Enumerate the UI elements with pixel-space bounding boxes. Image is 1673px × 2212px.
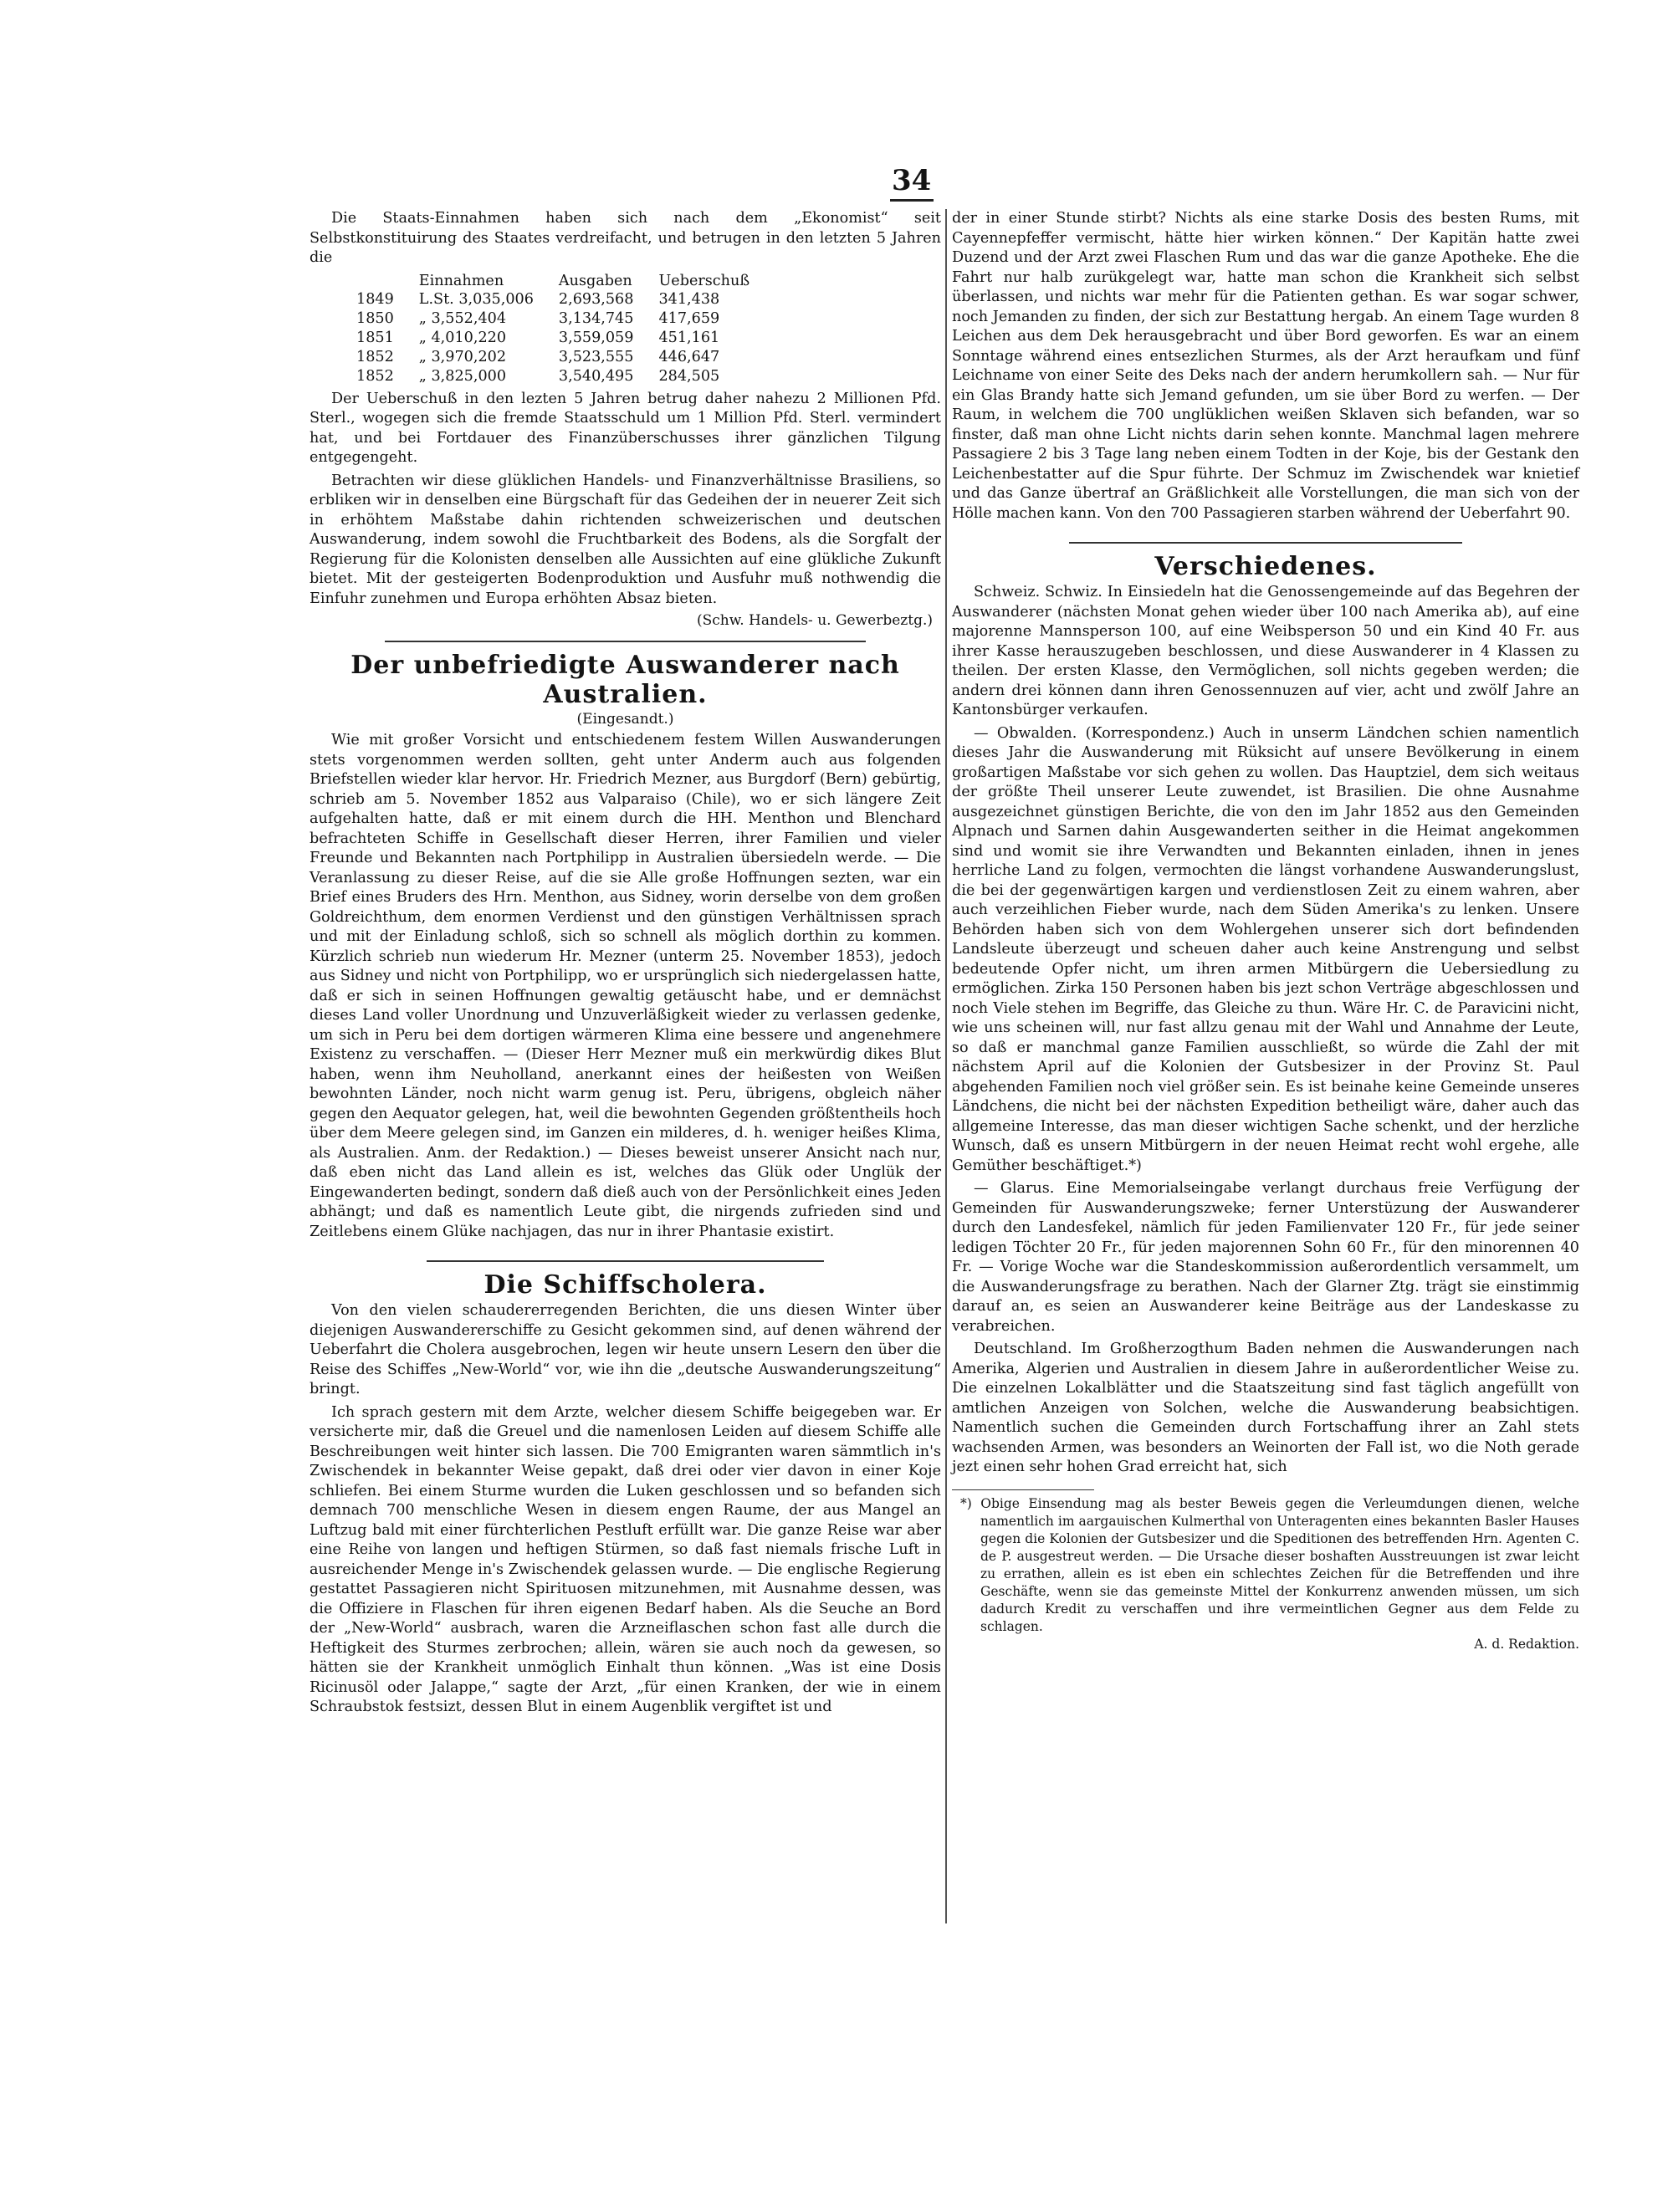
- article-heading: Der unbefriedigte Auswanderer nach Australien.: [350, 651, 900, 709]
- surplus-cell: 451,161: [658, 329, 720, 346]
- surplus-cell: 341,438: [658, 290, 720, 308]
- brazil-paragraph: Betrachten wir diese glüklichen Handels- und Finanzverhältnisse Brasiliens, so erbliken wir in denselben eine Bürgschaft für das Gedeihen der in neuerer Zeit sich in erhöhtem Maßstabe dahin richtenden schweizerischen und deutschen Auswanderung, indem sowohl die Fruchtbarkeit des Bodens, als die Sorgfalt der Regierung für die Kolonisten denselben alle Aussichten auf eine glükliche Zukunft bietet. Mit der gesteigerten Bodenproduktion und Ausfuhr muß nothwendig die Einfuhr zunehmen und Europa erhöhten Absaz bieten.: [310, 472, 941, 607]
- income-cell: „ 4,010,220: [418, 329, 507, 346]
- table-header: Ueberschuß: [658, 272, 750, 289]
- expense-cell: 3,523,555: [558, 348, 634, 365]
- news-item-obwalden: — Obwalden. (Korrespondenz.) Auch in unserm Ländchen schien namentlich dieses Jahr die Auswanderung mit Rüksicht auf unsere Bevölkerung in einem großartigen Maßstabe vor sich gehen zu wollen. Das Hauptziel, dem sich weitaus der größte Theil unserer Leute zuwendet, ist Brasilien. Die ohne Ausnahme ausgezeichnet günstigen Berichte, die von den im Jahr 1852 aus den Gemeinden Alpnach und Sarnen dahin Ausgewanderten seither in die Heimat angekommen sind und womit sie ihre Verwandten und Bekannten einladen, ihnen in jenes herrliche Land zu folgen, vermochten die längst vorhandene Auswanderungslust, die bei der gegenwärtigen kargen und verdienstlosen Zeit zu einem wahren, aber auch verzeihlichen Fieber wurde, nach dem Süden Amerika's zu lenken. Unsere Behörden haben sich von dem Wohlergehen unserer sich dort befindenden Landsleute überzeugt und scheuen daher auch keine Anstrengung und selbst bedeutende Opfer nicht, um ihren armen Mitbürgern die Uebersiedlung zu ermöglichen. Zirka 150 Personen haben bis jezt schon Verträge abgeschlossen und noch Viele stehen im Begriffe, das Gleiche zu thun. Wäre Hr. C. de Paravicini nicht, wie uns scheinen will, nur fast allzu genau mit der Wahl und Annahme der Leute, so daß er manchmal ganze Familien ausschließt, so würde die Zahl der mit nächstem April auf die Kolonien der Gutsbesizer in der Provinz St. Paul abgehenden Familien noch viel größer sein. Es ist beinahe keine Gemeinde unseres Ländchens, die nicht bei der nächsten Expedition betheiligt wäre, daher auch das allgemeine Interesse, das man dieser wichtigen Sache schenkt, und der herzliche Wunsch, daß es unsern Mitbürgern in der neuen Heimat recht wohl ergehe, alle Gemüther beschäftiget.*): [952, 724, 1579, 1174]
- footnote-signature: A. d. Redaktion.: [1474, 1636, 1579, 1652]
- surplus-cell: 284,505: [658, 367, 720, 385]
- section-divider: [1069, 542, 1462, 544]
- year-cell: 1851: [356, 329, 394, 346]
- table-row: [356, 348, 775, 367]
- surplus-paragraph: Der Ueberschuß in den lezten 5 Jahren betrug daher nahezu 2 Millionen Pfd. Sterl., wogegen sich die fremde Staatsschuld um 1 Million Pfd. Sterl. vermindert hat, und bei Fortdauer des Finanzüberschusses ihrer gänzlichen Tilgung entgegengeht.: [310, 390, 941, 466]
- cholera-continuation: der in einer Stunde stirbt? Nichts als eine starke Dosis des besten Rums, mit Cayennepfeffer vermischt, hätte hier wirken können.“ Der Kapitän hatte zwei Duzend und der Arzt zwei Flaschen Rum und das war die ganze Apotheke. Ehe die Fahrt nur halb zurükgelegt war, hatte man schon die Krankheit sich selbst überlassen, und nichts war mehr für die Patienten gethan. Es war sogar schwer, noch Jemanden zu finden, der sich zur Bestattung hergab. An einem Tage wurden 8 Leichen aus dem Dek herausgebracht und über Bord geworfen. Es war an einem Sonntage während eines entsezlichen Sturmes, als der Arzt heraufkam und fünf Leichname von einer Seite des Deks nach der andern herumkollern sah. — Nur für ein Glas Brandy hatte sich Jemand gefunden, um sie über Bord zu werfen. — Der Raum, in welchem die 700 unglüklichen weißen Sklaven sich befanden, war so finster, daß man ohne Licht nichts darin sehen konnte. Manchmal lagen mehrere Passagiere 2 bis 3 Tage lang neben einem Todten in der Koje, bis der Gestank den Leichenbestatter auf die Spur führte. Der Schmuz im Zwischendek war knietief und das Ganze übertraf an Gräßlichkeit alle Vorstellungen, die man sich von der Hölle machen kann. Von den 700 Passagieren starben während der Ueberfahrt 90.: [952, 210, 1579, 522]
- table-header-row: [356, 272, 775, 290]
- article-subheading: (Eingesandt.): [576, 711, 674, 728]
- table-row: [356, 329, 775, 348]
- article-heading: Die Schiffscholera.: [483, 1270, 767, 1300]
- news-item-schweiz: Schweiz. Schwiz. In Einsiedeln hat die Genossengemeinde auf das Begehren der Auswanderer (nächsten Monat gehen wieder über 100 nach Amerika ab), auf eine majorenne Mannsperson 100, auf eine Weibsperson 50 und ein Kind 40 Fr. aus ihrer Kasse herauszugeben beschlossen, und diese Auswanderer in 4 Klassen zu theilen. Der ersten Klasse, den Vermöglichen, soll nichts gegeben werden; die andern drei können dann ihren Genossennuzen auf vier, acht und zwölf Jahre an Kantonsbürger verkaufen.: [952, 584, 1579, 718]
- finance-table: [356, 272, 775, 386]
- cholera-paragraph: Ich sprach gestern mit dem Arzte, welcher diesem Schiffe beigegeben war. Er versicherte mir, daß die Greuel und die namenlosen Leiden auf diesem Schiffe alle Beschreibungen weit hinter sich lassen. Die 700 Emigranten waren sämmtlich in's Zwischendek in bekannter Weise gepakt, daß drei oder vier davon in einer Koje schliefen. Bei einem Sturme wurden die Luken geschlossen und so befanden sich demnach 700 menschliche Wesen in diesem engen Raume, der aus Mangel an Luftzug bald mit einer fürchterlichen Pestluft erfüllt war. Die ganze Reise war aber eine Reihe von langen und heftigen Stürmen, so daß fast niemals frische Luft in ausreichender Menge in's Zwischendek gelassen wurde. — Die englische Regierung gestattet Passagieren nicht Spirituosen mitzunehmen, mit Ausnahme dessen, was die Offiziere in Flaschen für ihren eigenen Bedarf haben. Als die Seuche an Bord der „New-World“ ausbrach, waren die Arzneiflaschen schon fast alle durch die Heftigkeit des Sturmes zerbrochen; allein, wären sie auch noch da gewesen, so hätten sie der Krankheit unmöglich Einhalt thun können. „Was ist eine Dosis Ricinusöl oder Jalappe,“ sagte der Arzt, „für einen Kranken, der wie in einem Schraubstok festsizt, dessen Blut in einem Augenblik vergiftet ist und: [310, 1403, 941, 1715]
- section-divider: [427, 1260, 824, 1262]
- section-divider: [385, 641, 866, 642]
- news-item-deutschland: Deutschland. Im Großherzogthum Baden nehmen die Auswanderungen nach Amerika, Algerien und Australien in diesem Jahre in außerordentlicher Weise zu. Die einzelnen Lokalblätter und die Staatszeitung sind fast täglich angefüllt von amtlichen Anzeigen von Solchen, welche die Auswanderung beabsichtigen. Namentlich suchen die Gemeinden durch Fortschaffung ihrer an Zahl stets wachsenden Armen, was besonders an Weinorten der Fall ist, wo die Noth gerade jezt einen sehr hohen Grad erreicht hat, sich: [952, 1341, 1579, 1475]
- surplus-cell: 417,659: [658, 309, 720, 327]
- expense-cell: 3,559,059: [558, 329, 634, 346]
- table-row: [356, 290, 775, 309]
- column-divider: [945, 209, 947, 1923]
- left-column: [310, 209, 941, 1721]
- table-header: [356, 272, 419, 290]
- emigrant-paragraph: Wie mit großer Vorsicht und entschiedenem festem Willen Auswanderungen stets vorgenommen werden sollten, geht unter Anderm auch aus folgenden Briefstellen wieder klar hervor. Hr. Friedrich Mezner, aus Burgdorf (Bern) gebürtig, schrieb am 5. November 1852 aus Valparaiso (Chile), wo er sich längere Zeit aufgehalten hatte, daß er mit einem durch die HH. Menthon und Blenchard befrachteten Schiffe in Gesellschaft dieser Herren, ihrer Familien und vieler Freunde und Bekannten nach Portphilipp in Australien übersiedeln werde. — Die Veranlassung zu dieser Reise, auf die sie Alle große Hoffnungen sezten, war ein Brief eines Bruders des Hrn. Menthon, aus Sidney, worin derselbe von dem großen Goldreichthum, dem enormen Verdienst und den günstigen Verhältnissen sprach und mit der Einladung schloß, sich so schnell als möglich dorthin zu kommen. Kürzlich schrieb nun wiederum Hr. Mezner (unterm 25. November 1853), jedoch aus Sidney und nicht von Portphilipp, wo er ursprünglich sich niedergelassen hatte, daß er sich in seinen Hoffnungen gewaltig getäuscht habe, und er demnächst dieses Land voller Unordnung und Unzuverläßigkeit wieder zu verlassen gedenke, um sich in Peru bei dem dortigen wärmeren Klima eine bessere und angenehmere Existenz zu verschaffen. — (Dieser Herr Mezner muß ein merkwürdig dikes Blut haben, wenn ihm Neuholland, anerkannt eines der heißesten von Weißen bewohnten Länder, noch nicht warm genug ist. Peru, übrigens, obgleich näher gegen den Aequator gelegen, hat, weil die bewohnten Gegenden größtentheils hoch über dem Meere gelegen sind, im Ganzen ein milderes, d. h. weniger heißes Klima, als Australien. Anm. der Redaktion.) — Dieses beweist unserer Ansicht nach nur, daß eben nicht das Land allein es ist, welches das Glük oder Unglük der Eingewanderten bedingt, sondern daß dieß auch von der Persönlichkeit eines Jeden abhängt; und daß es namentlich Leute gibt, die nirgends zufrieden sind und Zeitlebens einem Glüke nachjagen, das nur in ihrer Phantasie existirt.: [310, 732, 941, 1240]
- income-cell: L.St. 3,035,006: [418, 290, 534, 308]
- news-item-glarus: — Glarus. Eine Memorialseingabe verlangt durchaus freie Verfügung der Gemeinden für Auswanderungszweke; ferner Unterstüzung der Auswanderer durch den Landesfekel, nämlich für jeden Familienvater 120 Fr., für jede seiner ledigen Töchter 20 Fr., für jeden majorennen Sohn 60 Fr., für den minorennen 40 Fr. — Vorige Woche war die Standeskommission außerordentlich versammelt, um die Auswanderungsfrage zu berathen. Nach der Glarner Ztg. trägt sie einstimmig darauf an, es seien an Auswanderer keine Beiträge aus der Landeskasse zu verabreichen.: [952, 1180, 1579, 1335]
- table-row: [356, 367, 775, 386]
- income-cell: „ 3,552,404: [418, 309, 507, 327]
- footnote: [952, 1495, 1579, 1653]
- surplus-cell: 446,647: [658, 348, 720, 365]
- year-cell: 1852: [356, 367, 394, 385]
- year-cell: 1852: [356, 348, 394, 365]
- expense-cell: 3,540,495: [558, 367, 634, 385]
- cholera-paragraph: Von den vielen schaudererregenden Berichten, die uns diesen Winter über diejenigen Auswandererschiffe zu Gesicht gekommen sind, auf denen während der Ueberfahrt die Cholera ausgebrochen, legen wir heute unsern Lesern den über die Reise des Schiffes „New-World“ vor, wie ihn die „deutsche Auswanderungszeitung“ bringt.: [310, 1302, 941, 1397]
- finance-intro: Die Staats-Einnahmen haben sich nach dem „Ekonomist“ seit Selbstkonstituirung des Staates verdreifacht, und betrugen in den letzten 5 Jahren die: [310, 210, 941, 266]
- page-number-rule: [890, 199, 934, 202]
- right-column: [952, 209, 1579, 1653]
- expense-cell: 2,693,568: [558, 290, 634, 308]
- year-cell: 1850: [356, 309, 394, 327]
- footnote-rule: [952, 1489, 1094, 1490]
- income-cell: „ 3,970,202: [418, 348, 507, 365]
- footnote-text: *) Obige Einsendung mag als bester Beweis gegen die Verleumdungen dienen, welche namentlich im aargauischen Kulmerthal von Unteragenten eines bekannten Basler Hauses gegen die Kolonien der Gutsbesizer und die Speditionen des betreffenden Hrn. Agenten C. de P. ausgestreut werden. — Die Ursache dieser boshaften Ausstreuungen ist zwar leicht zu errathen, allein es ist eben ein schlechtes Zeichen für die Betreffenden und ihre Geschäfte, wenn sie das gemeinste Mittel der Konkurrenz anwenden müssen, um sich dadurch Kredit zu verschaffen und ihre vermeintlichen Gegner aus dem Felde zu schlagen.: [960, 1495, 1579, 1634]
- table-header: Ausgaben: [558, 272, 632, 289]
- table-row: [356, 309, 775, 329]
- article-heading: Verschiedenes.: [1154, 552, 1377, 581]
- table-header: Einnahmen: [418, 272, 504, 289]
- income-cell: „ 3,825,000: [418, 367, 507, 385]
- expense-cell: 3,134,745: [558, 309, 634, 327]
- source-citation: (Schw. Handels- u. Gewerbeztg.): [696, 612, 933, 629]
- year-cell: 1849: [356, 290, 394, 308]
- page-number: 34: [892, 164, 932, 197]
